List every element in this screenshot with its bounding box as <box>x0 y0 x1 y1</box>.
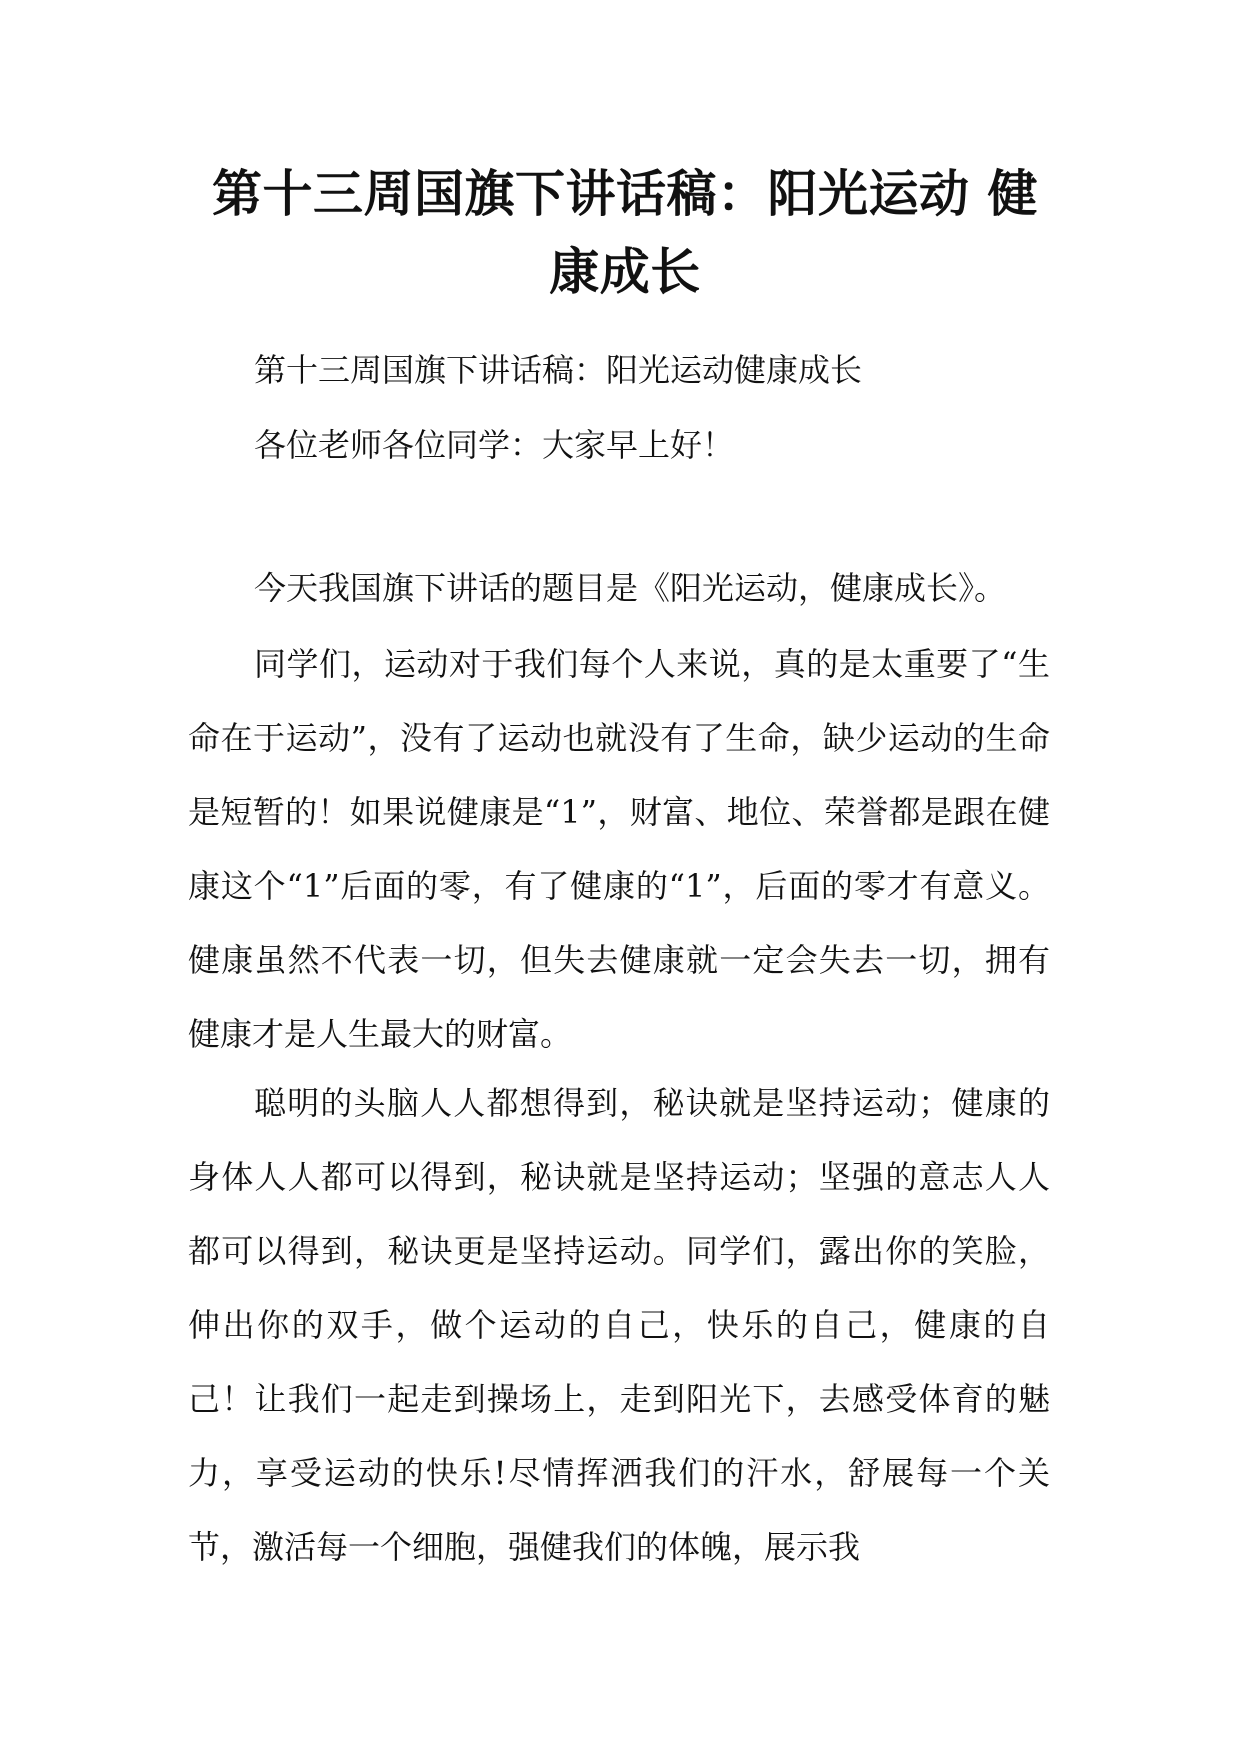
greeting-paragraph: 各位老师各位同学：大家早上好！ <box>254 426 735 464</box>
subtitle-paragraph: 第十三周国旗下讲话稿：阳光运动健康成长 <box>254 351 863 389</box>
health-importance-paragraph: 同学们，运动对于我们每个人来说，真的是太重要了“生命在于运动”，没有了运动也就没有了生命，缺少运动的生命是短暂的！如果说健康是“1”，财富、地位、荣誉都是跟在健康这个“1”后面的零，有了健康的“1”，后面的零才有意义。健康虽然不代表一切，但失去健康就一定会失去一切，拥有健康才是人生最大的财富。 <box>188 645 1050 1053</box>
exercise-secret-paragraph: 聪明的头脑人人都想得到，秘诀就是坚持运动；健康的身体人人都可以得到，秘诀就是坚持运动；坚强的意志人人都可以得到，秘诀更是坚持运动。同学们，露出你的笑脸，伸出你的双手，做个运动的自己，快乐的自己，健康的自己！让我们一起走到操场上，走到阳光下，去感受体育的魅力，享受运动的快乐!尽情挥洒我们的汗水，舒展每一个关节，激活每一个细胞，强健我们的体魄，展示我 <box>188 1084 1050 1566</box>
topic-paragraph: 今天我国旗下讲话的题目是《阳光运动，健康成长》。 <box>254 569 1007 607</box>
document-title: 第十三周国旗下讲话稿：阳光运动 健康成长 <box>212 165 1038 301</box>
